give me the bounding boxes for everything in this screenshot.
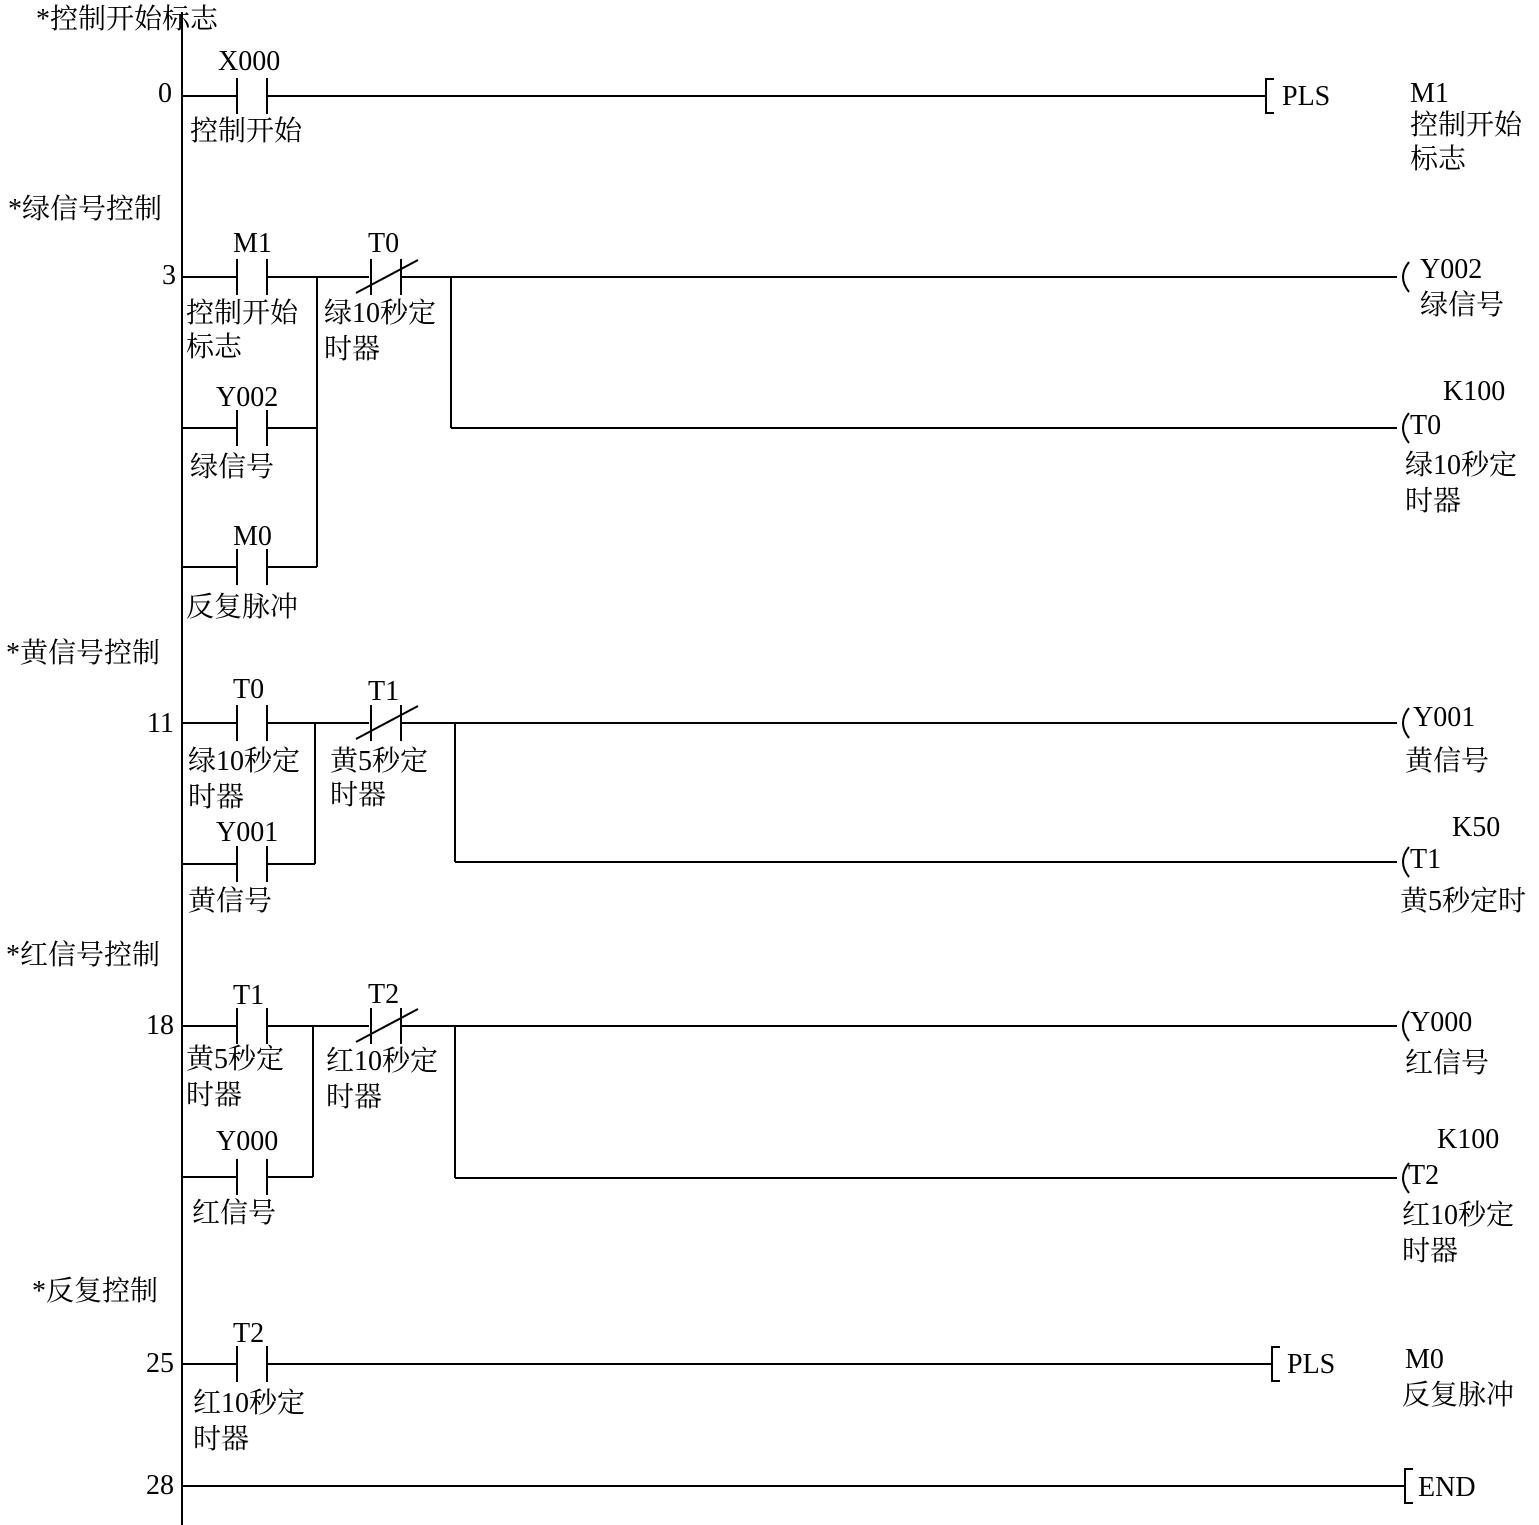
contact-t2-nc-comment: 时器 [326,1082,383,1113]
contact-t1-comment: 时器 [186,1080,243,1111]
end-mnemonic: END [1418,1472,1476,1503]
pls-m0-mnemonic: PLS [1287,1349,1336,1380]
contact-m0-comment: 反复脉冲 [186,592,299,623]
contact-t2-comment: 红10秒定 [193,1388,306,1419]
comment-red-control: *红信号控制 [6,940,161,971]
contact-m1-address: M1 [233,228,272,259]
timer-t0-comment: 时器 [1405,486,1462,517]
timer-t1-setting: K50 [1452,812,1501,843]
coil-y000 [1403,1007,1489,1079]
contact-t0-nc-address: T0 [368,228,400,259]
contact-t1 [186,980,284,1111]
timer-t2-comment: 时器 [1402,1236,1459,1267]
timer-t1-address: T1 [1410,844,1442,875]
contact-t2-address: T2 [233,1318,265,1349]
contact-t1-nc [330,676,428,811]
coil-y001-comment: 黄信号 [1405,746,1490,777]
pls-m0-instruction [1272,1344,1514,1411]
timer-t2-address: T2 [1408,1160,1440,1191]
contact-m1-comment: 标志 [186,332,243,363]
coil-y000-comment: 红信号 [1405,1048,1490,1079]
contact-x000-comment: 控制开始 [190,116,303,147]
contact-y002-address: Y002 [216,382,279,413]
contact-t1-nc-address: T1 [368,676,400,707]
contact-x000-address: X000 [218,46,281,77]
timer-t0-setting: K100 [1443,376,1506,407]
coil-y000-address: Y000 [1410,1007,1473,1038]
timer-t0 [1403,376,1517,517]
contact-m1 [186,228,299,363]
contact-m0-address: M0 [233,521,272,552]
pls-m1-operand: M1 [1410,78,1449,109]
pls-m1-instruction [1266,78,1523,175]
contact-y000-comment: 红信号 [192,1198,277,1229]
timer-t0-address: T0 [1410,410,1442,441]
contact-y002-comment: 绿信号 [190,452,275,483]
coil-y002-comment: 绿信号 [1420,290,1505,321]
coil-y002-address: Y002 [1420,254,1483,285]
step-number-0: 0 [158,78,172,109]
coil-y001-address: Y001 [1413,702,1476,733]
step-number-3: 3 [162,260,176,291]
contact-t0-nc-comment: 绿10秒定 [324,298,437,329]
pls-m0-comment: 反复脉冲 [1402,1380,1515,1411]
contact-y001-comment: 黄信号 [188,886,273,917]
contact-t0-nc [324,228,436,365]
contact-m1-comment: 控制开始 [186,298,299,329]
comment-yellow-control: *黄信号控制 [6,638,161,669]
contact-t1-nc-comment: 黄5秒定 [330,746,429,777]
contact-y001-address: Y001 [216,817,279,848]
contact-t0-comment: 时器 [188,782,245,813]
coil-y001 [1403,702,1489,777]
contact-t2-nc-address: T2 [368,979,400,1010]
comment-control-start: *控制开始标志 [36,4,219,35]
contact-t0-nc-comment: 时器 [324,334,381,365]
contact-m0 [186,521,298,623]
contact-t0-comment: 绿10秒定 [188,746,301,777]
pls-m0-operand: M0 [1405,1344,1444,1375]
end-instruction [1405,1469,1476,1503]
step-number-18: 18 [146,1010,174,1041]
contact-t0-address: T0 [233,674,265,705]
contact-t1-address: T1 [233,980,265,1011]
step-number-25: 25 [146,1348,174,1379]
contact-t0 [188,674,300,813]
timer-t1-comment: 黄5秒定时 [1400,886,1527,917]
timer-t0-comment: 绿10秒定 [1405,450,1518,481]
timer-t2 [1402,1124,1514,1267]
step-number-28: 28 [146,1470,174,1501]
contact-t2-nc [326,979,438,1113]
contact-y002 [190,382,278,483]
timer-t2-comment: 红10秒定 [1402,1200,1515,1231]
contact-t2-nc-comment: 红10秒定 [326,1046,439,1077]
pls-m1-comment: 控制开始 [1410,110,1523,141]
comment-green-control: *绿信号控制 [8,194,163,225]
timer-t2-setting: K100 [1437,1124,1500,1155]
step-number-11: 11 [147,708,174,739]
contact-y000-address: Y000 [216,1126,279,1157]
contact-t1-nc-comment: 时器 [330,780,387,811]
contact-y001 [188,817,278,917]
comment-repeat-control: *反复控制 [32,1276,159,1307]
contact-t1-comment: 黄5秒定 [186,1044,285,1075]
contact-t2 [193,1318,305,1455]
pls-m1-mnemonic: PLS [1282,81,1331,112]
timer-t1 [1400,812,1526,917]
coil-y002 [1403,254,1504,321]
contact-t2-comment: 时器 [193,1424,250,1455]
pls-m1-comment: 标志 [1410,144,1467,175]
